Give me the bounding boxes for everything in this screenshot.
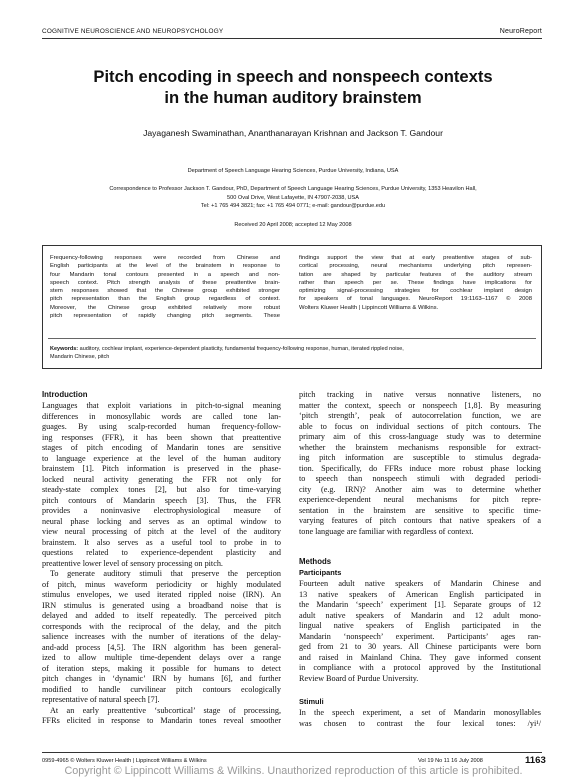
correspondence-line: 500 Oval Drive, West Lafayette, IN 47907-2038, USA [226, 194, 360, 201]
body-line: ged from 21 to 30 years. All Chinese participants were born [299, 642, 541, 651]
author-list: Jayaganesh Swaminathan, Ananthanarayan Krishnan and Jackson T. Gandour [143, 128, 443, 138]
body-line: brainstem [1]. Pitch information is preserved in the phase- [42, 464, 281, 473]
body-line: IRN stimulus is generated using a broadband noise that is [42, 600, 281, 610]
abstract-line: speech context. Pitch strength analysis of these preattentive brain- [50, 279, 280, 286]
section-heading-introduction: Introduction [42, 390, 88, 399]
body-line: Mandarin ‘nonspeech’ experiment. Participants’ ages ran- [299, 631, 541, 641]
abstract-line: Wolters Kluwer Health | Lippincott Williams & Wilkins. [299, 304, 439, 311]
body-right-column [299, 390, 541, 537]
body-line: lingual native speakers of English participated in the [299, 621, 541, 630]
keywords-line-1 [50, 345, 534, 353]
header-rule [42, 38, 542, 39]
abstract-line: English participants at the level of the brainstem in response to [50, 263, 280, 270]
body-line: Languages that exploit variations in pitch-to-signal meaning [42, 401, 281, 410]
body-line: able to focus on individual sections of pitch contours. The [299, 421, 541, 431]
body-line: At an early preattentive ‘subcortical’ stage of processing, [50, 705, 281, 715]
keywords-divider [48, 338, 536, 339]
abstract-line: cortical processing, neural mechanisms underlying pitch represen- [299, 263, 532, 270]
received-dates: Received 20 April 2008; accepted 12 May 2008 [234, 222, 352, 228]
correspondence-line: Tel: +1 765 494 3821; fax: +1 765 494 0771; e-mail: gandour@purdue.edu [200, 203, 386, 210]
abstract-right-column [299, 254, 532, 312]
keywords-text: auditory, cochlear implant, experience-dependent plasticity, fundamental frequency-following response, human, iterated rippled noise, [79, 346, 404, 352]
body-line: pitch contours of Mandarin speech [3]. Thus, the FFR [42, 495, 281, 505]
abstract-line: rather than speech per se. These findings have implications for [299, 279, 532, 286]
body-line: of pitch, minus waveform periodicity or highly modulated [42, 579, 281, 589]
body-line: was chosen to contrast the four lexical tones: /yi¹/ [299, 718, 541, 728]
affiliation: Department of Speech Language Hearing Sciences, Purdue University, Indiana, USA [187, 168, 399, 174]
body-line: view neural processing of pitch at the level of the auditory [42, 527, 281, 536]
body-line: steady-state complex tones [2], but also for time-varying [42, 485, 281, 494]
body-left-column [42, 401, 281, 727]
body-line: ing pitch information are susceptible to stimulus degrada- [299, 453, 541, 462]
body-line: in compliance with a protocol approved by the Institutional [299, 663, 541, 672]
body-line: experience-dependent neural mechanisms for pitch repre- [299, 495, 541, 504]
abstract-line: pitch representation than the English group regardless of context. [50, 296, 280, 303]
body-line: and raised in Mainland China. They gave informed consent [299, 652, 541, 662]
body-line: In the speech experiment, a set of Mandarin monosyllables [299, 708, 541, 717]
body-line: corresponds with the reciprocal of the delay, and the pitch [42, 621, 281, 631]
body-line: delayed and added to itself repeatedly. The perceived pitch [42, 611, 281, 620]
running-header-journal: NeuroReport [499, 28, 542, 35]
body-line: tone language are familiar with regardless of context. [299, 526, 474, 536]
page-number: 1163 [525, 755, 546, 766]
abstract-line: pitch representation of rapidly changing pitch segments. These [50, 313, 280, 320]
body-line: and-add process [4,5]. The IRN algorithm has been general- [42, 642, 281, 652]
abstract-left-column [50, 254, 280, 320]
footer-issn: 0959-4965 © Wolters Kluwer Health | Lippincott Williams & Wilkins [42, 758, 207, 764]
body-line: of iteration steps, making it possible for humans to detect [42, 663, 281, 673]
body-line: pitch changes in ‘dynamic’ IRN by humans [6], and further [42, 674, 281, 683]
abstract-line: Frequency-following responses were recorded from Chinese and [50, 255, 280, 261]
body-line: stimulus envelopes, we used iterated rippled noise (IRN). An [42, 590, 281, 599]
body-line: modified to handle curvilinear pitch contours ecologically [42, 684, 281, 694]
body-line: locked neural activity generating the FFR not only for [42, 474, 281, 484]
body-line: tion. Specifically, do FFRs induce more robust phase locking [299, 463, 541, 473]
body-line: to speech than nonspeech stimuli with degraded periodi- [299, 474, 541, 483]
footer-rule [42, 752, 542, 753]
stimuli-paragraph [299, 708, 541, 729]
body-line: adult native speakers of Mandarin and 12 adult mono- [299, 610, 541, 620]
body-line: city (e.g. IRN)? Another aim was to determine whether [299, 484, 541, 494]
abstract-line: tation are shaped by particular features of the auditory stream [299, 271, 532, 278]
abstract-line: four Mandarin tonal contours presented in a speech and non- [50, 271, 280, 278]
running-header-section: COGNITIVE NEUROSCIENCE AND NEUROPSYCHOLOGY [42, 28, 224, 35]
abstract-line: findings support the view that at early preattentive stages of sub- [299, 255, 532, 261]
keywords-line-2: Mandarin Chinese, pitch [50, 354, 110, 361]
body-line: ing responses (FFR), it has been shown that preattentive [42, 432, 281, 442]
body-line: ‘pitch strength’, peak of autocorrelation function, we are [299, 411, 541, 420]
abstract-line: stem responses showed that the Chinese group exhibited stronger [50, 288, 280, 295]
body-line: questions related to experience-dependent plasticity and [42, 548, 281, 557]
keywords-label: Keywords: [50, 346, 79, 352]
copyright-notice: Copyright © Lippincott Williams & Wilkins. Unauthorized reproduction of this article is prohibited. [64, 765, 523, 777]
body-line: whether the brainstem mechanisms responsible for extract- [299, 442, 541, 452]
article-title [44, 66, 542, 108]
body-line: pitch tracking in native versus nonnative listeners, no [299, 390, 541, 399]
participants-paragraph [299, 579, 541, 684]
title-line-2: in the human auditory brainstem [164, 88, 422, 107]
footer-volume: Vol 19 No 11 16 July 2008 [418, 758, 483, 764]
abstract-line: optimizing signal-processing strategies for cochlear implant design [299, 288, 532, 295]
body-line: primary aim of this cross-language study was to determine [299, 432, 541, 441]
body-line: neural phase locking and serves as an optimal window to [42, 516, 281, 526]
section-heading-methods: Methods [299, 557, 332, 566]
body-line: preattentive lower level of sensory processing on pitch. [42, 558, 223, 568]
body-line: the Mandarin ‘speech’ experiment [1]. Separate groups of 12 [299, 600, 541, 609]
body-line: varying features of pitch contours that native speakers of a [299, 516, 541, 525]
body-line: FFRs elicited in response to Mandarin tones reveal smoother [42, 716, 281, 725]
body-line: To generate auditory stimuli that preserve the perception [50, 569, 281, 578]
body-line: salience increases with the number of iterations of the delay- [42, 632, 281, 641]
correspondence [44, 185, 542, 211]
abstract-line: Moreover, the Chinese group exhibited relatively more robust [50, 304, 280, 311]
body-line: stages of pitch encoding of Mandarin tones are sensitive [42, 443, 281, 452]
title-line-1: Pitch encoding in speech and nonspeech contexts [93, 67, 493, 86]
body-line: guages. By using scalp-recorded human frequency-follow- [42, 422, 281, 431]
body-line: brainstem. It also serves as a useful tool to probe in to [42, 537, 281, 547]
keywords [50, 345, 534, 361]
body-line: to language experience at the level of the human auditory [42, 453, 281, 463]
correspondence-line: Correspondence to Professor Jackson T. Gandour, PhD, Department of Speech Language Hearing Sciences, Purdue University, 1353 Heavilon Hall, [109, 186, 477, 192]
abstract-line: for speakers of tonal languages. NeuroReport 19:1163–1167 © 2008 [299, 296, 532, 303]
body-line: ized to allow multiple time-dependent delays over a range [42, 653, 281, 662]
body-line: sentation in the brainstem are sensitive to specific time- [299, 505, 541, 515]
body-line: Fourteen adult native speakers of Mandarin Chinese and [299, 579, 541, 588]
body-line: matter the context, speech or nonspeech [1,8]. By measuring [299, 400, 541, 410]
subheading-stimuli: Stimuli [299, 697, 324, 706]
body-line: representative of natural speech [7]. [42, 695, 160, 704]
body-line: 13 native speakers of American English participated in [299, 589, 541, 599]
subheading-participants: Participants [299, 568, 342, 577]
body-line: provides a noninvasive electrophysiological measure of [42, 506, 281, 515]
body-line: Review Board of Purdue University. [299, 673, 419, 683]
body-line: differences in monosyllabic words are called tone lan- [42, 411, 281, 421]
